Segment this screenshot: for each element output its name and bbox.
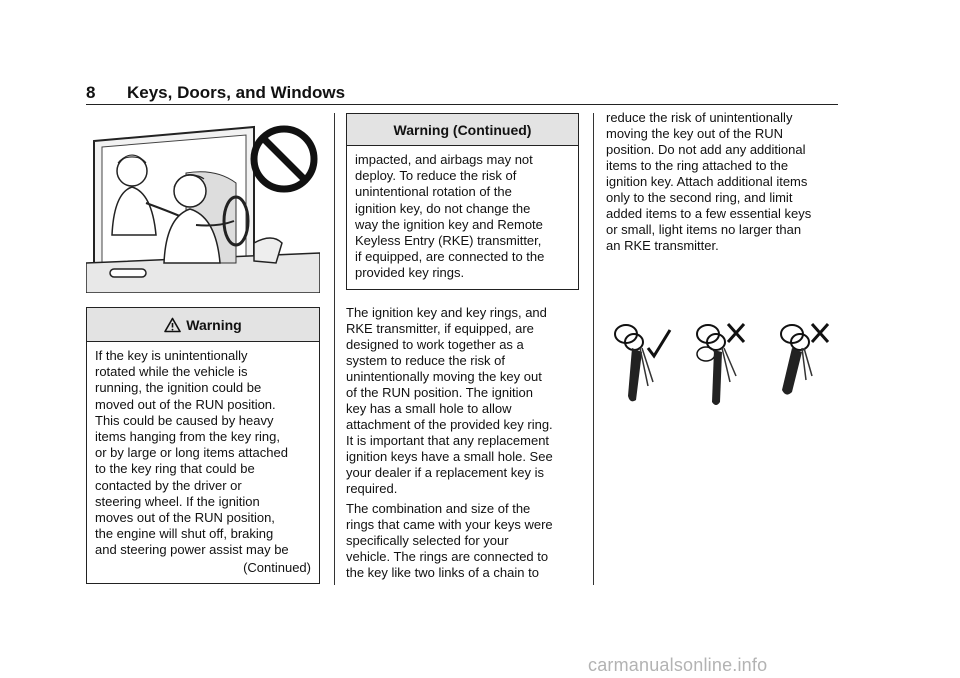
paragraph-ring-combination: The combination and size of the rings that came with your keys were specifically selected for your vehicle. The rings are connected to the key like two links of a chain to <box>346 501 553 580</box>
key-rings-illustration <box>606 314 840 410</box>
column-divider-1 <box>334 113 335 585</box>
continued-label: (Continued) <box>243 560 311 575</box>
key-ring-incorrect-example-1 <box>697 324 744 405</box>
watermark: carmanualsonline.info <box>588 655 768 675</box>
checkmark-icon <box>648 330 670 356</box>
warning-title: Warning <box>186 316 242 333</box>
page-number: 8 <box>86 83 96 102</box>
children-in-car-illustration <box>86 113 320 293</box>
warning-continued-header: Warning (Continued) <box>347 114 578 146</box>
warning-continued-box <box>346 113 579 290</box>
column-divider-2 <box>593 113 594 585</box>
warning-continued-text: impacted, and airbags may not deploy. To reduce the risk of unintentional rotation of the ignition key, do not change the way the ignition key and Remote Keyless Entry (RKE) transmitter, if equipped, are connected to the provided key rings. <box>355 152 545 281</box>
warning-text: If the key is unintentionally rotated while the vehicle is running, the ignition could be moved out of the RUN position. This could be caused by heavy items hanging from the key ring, or by large or long items attached to the key ring that could be contacted by the driver or steering wheel. If the ignition moves out of the RUN position, the engine will shut off, braking and steering power assist may be <box>95 348 289 558</box>
warning-box <box>86 307 320 584</box>
x-mark-icon <box>812 324 828 342</box>
paragraph-key-system: The ignition key and key rings, and RKE transmitter, if equipped, are designed to work together as a system to reduce the risk of unintentionally moving the key out of the RUN position. The ignition key has a small hole to allow attachment of the provided key ring. It is important that any replacement ignition keys have a small hole. See your dealer if a replacement key is required. <box>346 305 553 496</box>
key-ring-incorrect-example-2 <box>781 324 828 395</box>
paragraph-ring-limit: reduce the risk of unintentionally moving the key out of the RUN position. Do not add any additional items to the ring attached to the ignition key. Attach additional items only to the second ring, and limit added items to a few essential keys or small, light items no larger than an RKE transmitter. <box>606 110 812 253</box>
warning-header <box>87 308 319 342</box>
key-ring-correct-example <box>615 325 670 401</box>
header-rule <box>86 104 838 105</box>
x-mark-icon <box>728 324 744 342</box>
no-symbol-icon <box>254 129 314 189</box>
warning-triangle-icon <box>164 317 181 333</box>
section-title: Keys, Doors, and Windows <box>127 83 346 102</box>
